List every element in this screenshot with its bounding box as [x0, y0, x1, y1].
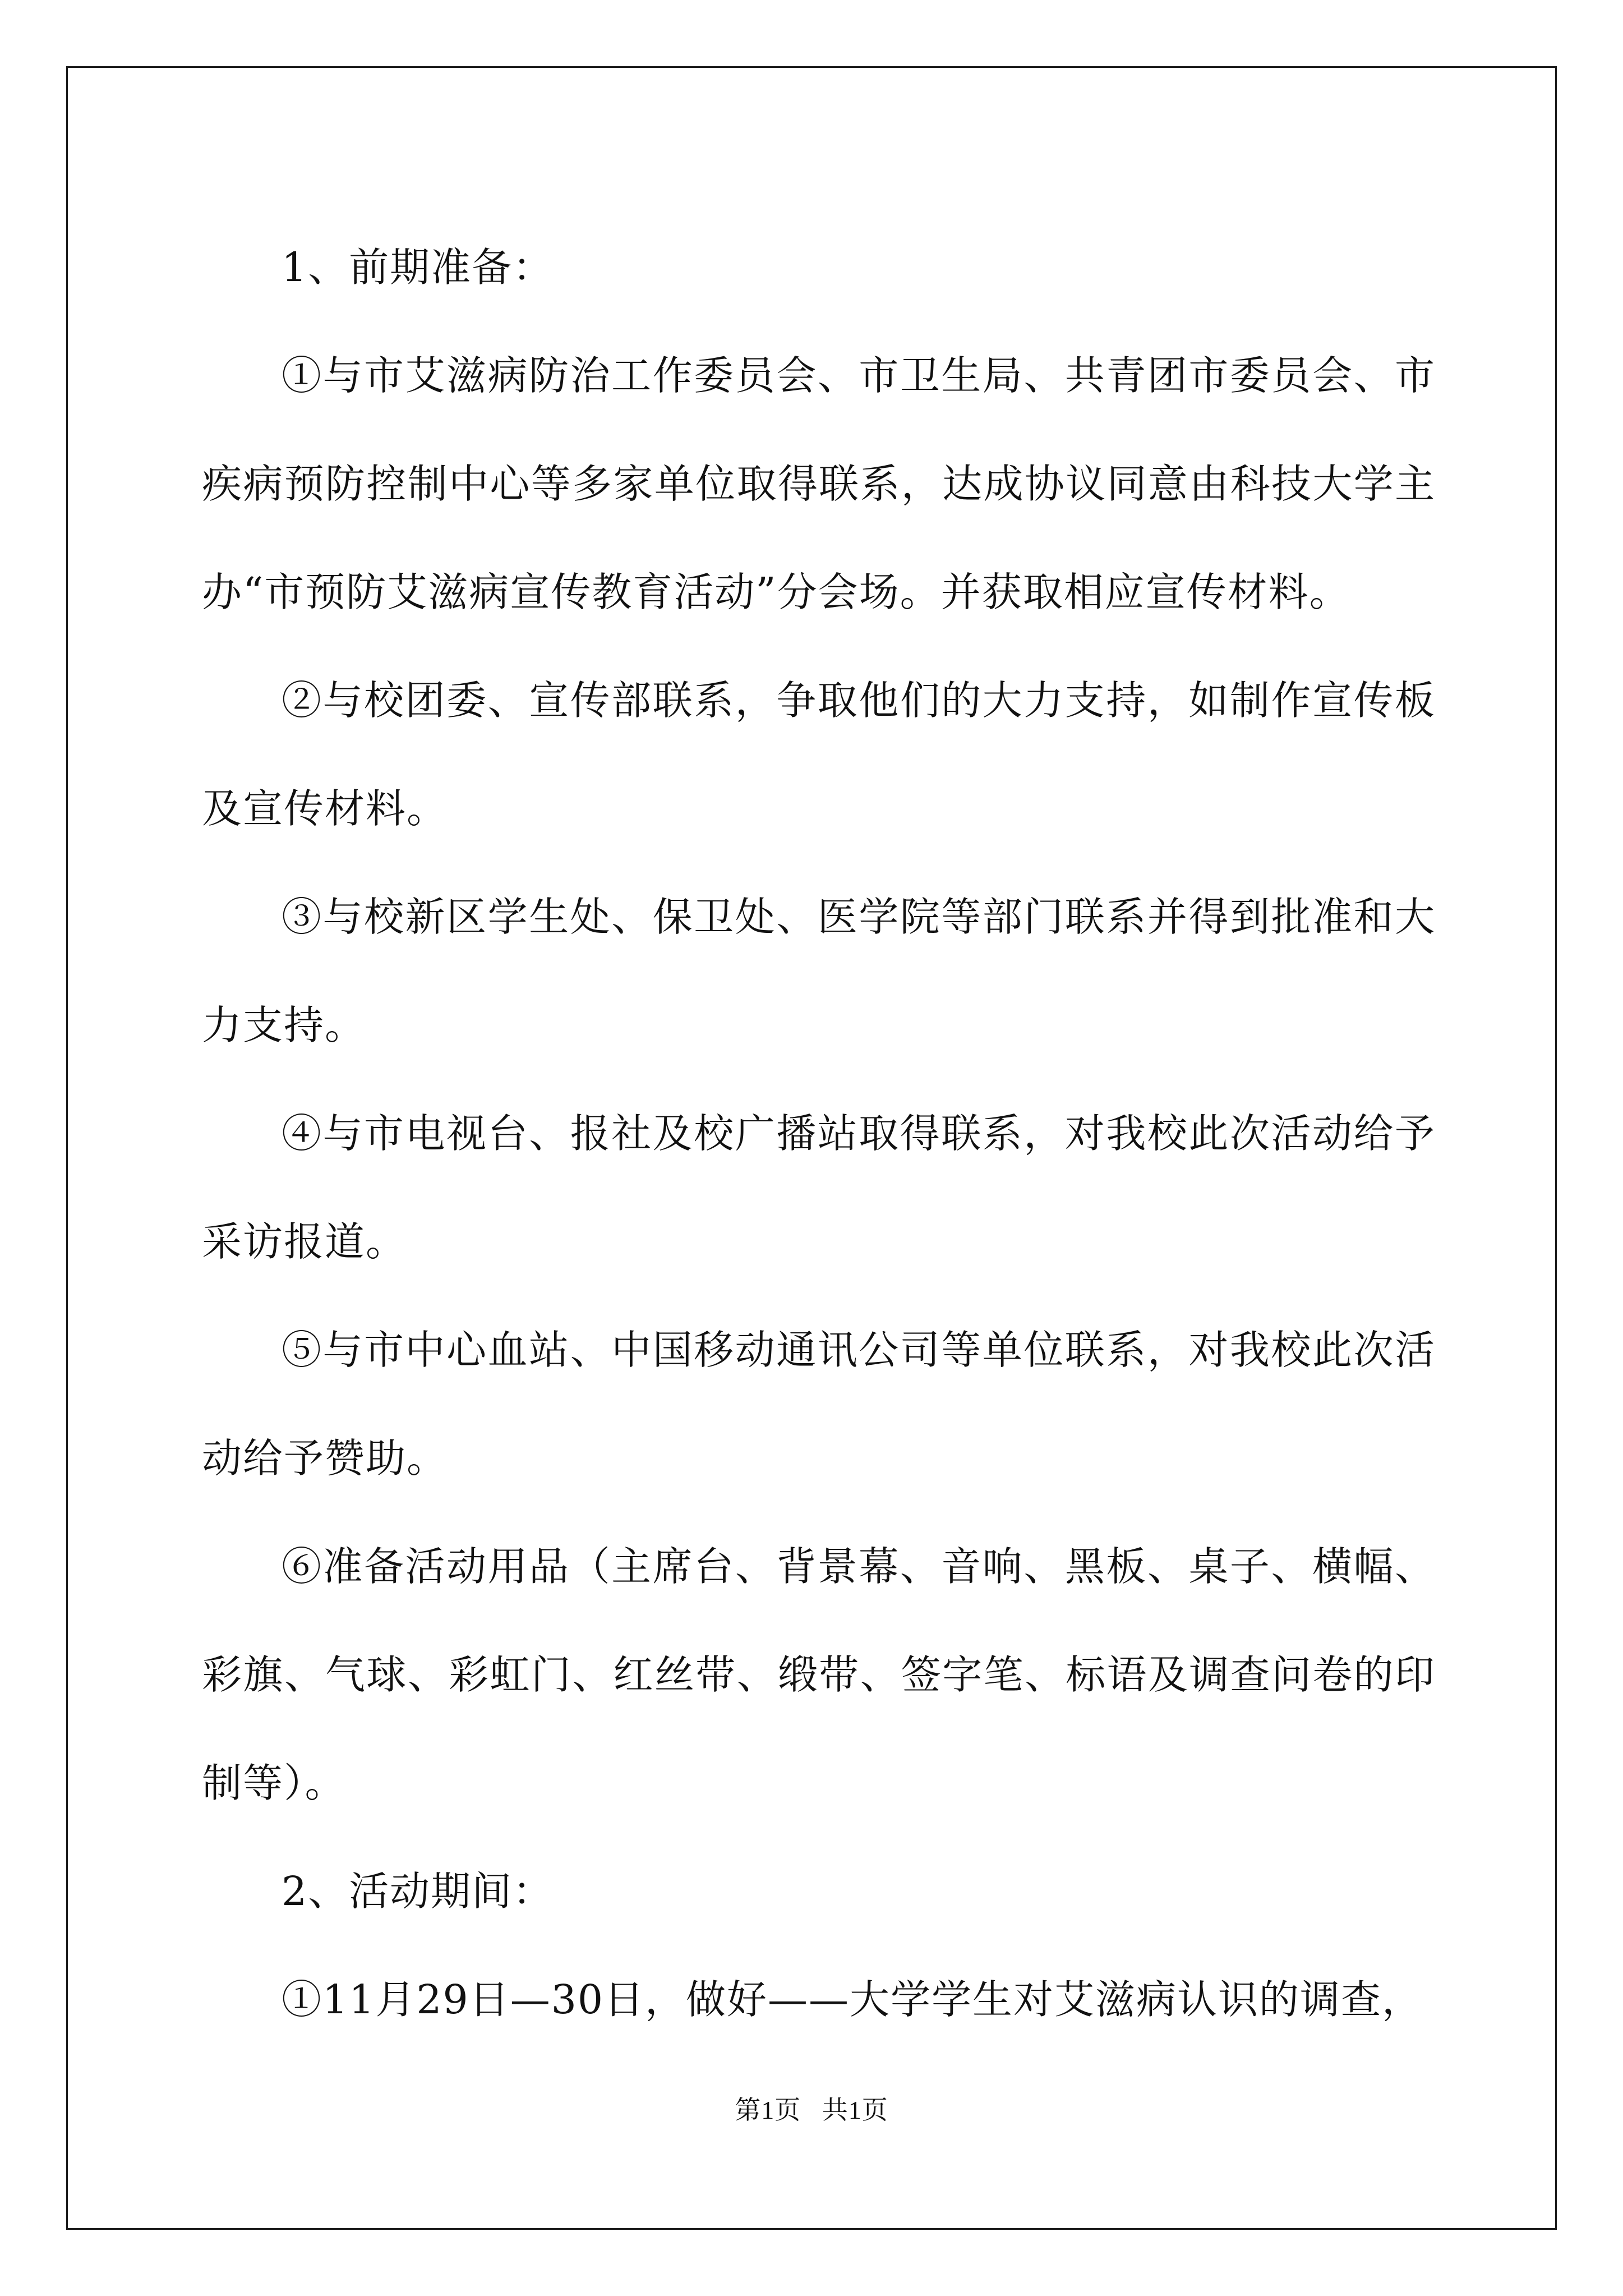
page-number-total: 共1页 — [822, 2096, 888, 2124]
footer-separator — [801, 2096, 822, 2124]
page-footer — [0, 2090, 1623, 2127]
paragraph-item-5: ⑤与市中心血站、中国移动通讯公司等单位联系，对我校此次活动给予赞助。 — [202, 1327, 1436, 1481]
page-number-current: 第1页 — [735, 2096, 801, 2124]
paragraph-item-2: ②与校团委、宣传部联系，争取他们的大力支持，如制作宣传板及宣传材料。 — [202, 677, 1436, 832]
document-body — [202, 213, 1436, 2054]
paragraph-item-3: ③与校新区学生处、保卫处、医学院等部门联系并得到批准和大力支持。 — [202, 894, 1436, 1048]
paragraph-heading-activity-period: 2、活动期间： — [282, 1868, 554, 1915]
paragraph-item-4: ④与市电视台、报社及校广播站取得联系，对我校此次活动给予采访报道。 — [202, 1110, 1436, 1265]
paragraph-activity-item-1: ①11月29日—30日，做好——大学学生对艾滋病认识的调查， — [282, 1976, 1423, 2023]
paragraph-item-1: ①与市艾滋病防治工作委员会、市卫生局、共青团市委员会、市疾病预防控制中心等多家单位取得联系，达成协议同意由科技大学主办“市预防艾滋病宣传教育活动”分会场。并获取相应宣传材料。 — [202, 352, 1436, 615]
paragraph-item-6: ⑥准备活动用品（主席台、背景幕、音响、黑板、桌子、横幅、彩旗、气球、彩虹门、红丝带、缎带、签字笔、标语及调查问卷的印制等）。 — [202, 1543, 1436, 1806]
paragraph-heading-preparation: 1、前期准备： — [282, 244, 554, 291]
